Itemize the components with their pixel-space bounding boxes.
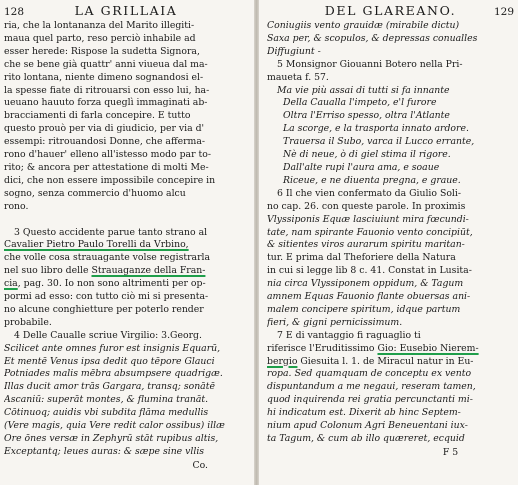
text-line: malem concipere spiritum, idque partum [267, 303, 461, 315]
text-line [4, 214, 248, 227]
right-signature-mark: F 5 [442, 446, 459, 458]
underlined-text: Cavalier Pietro Paulo Torelli da Vrbino, [4, 239, 189, 251]
text-line: tur. E prima dal Theforiere della Natura [267, 252, 456, 264]
right-page [259, 0, 518, 485]
text-line: ria, che la lontananza del Marito illegiti- [4, 20, 195, 31]
text-line: Trauersa il Subo, varca il Lucco errante, [283, 136, 475, 148]
text-line: (Vere magis, quia Vere redit calor ossibus) illæ [4, 420, 225, 432]
right-running-head [267, 3, 514, 18]
text-line: nia circa Vlyssiponem oppidum, & Tagum [267, 278, 464, 290]
text-line: ta Tagum, & cum ab illo quæreret, ecquid [267, 433, 465, 444]
right-running-title: DEL GLAREANO. [324, 3, 457, 18]
text-line: rono. [4, 200, 29, 212]
text-line: la spesse fiate di ritrouarsi con esso lui, ha- [4, 84, 210, 96]
text-line: bracciamenti di farla concepire. E tutto [4, 110, 191, 122]
text-line: riferisce l'Eruditissimo Gio: Eusebio Nierem- [267, 342, 479, 354]
text-line: ropa. Sed quamquam de conceptu ex vento [267, 368, 472, 380]
text-line: no alcune conghietture per poterlo render [4, 303, 204, 315]
text-line: 5 Monsignor Giouanni Botero nella Pri- [277, 58, 463, 70]
text-line: esser herede: Rispose la sudetta Signora, [4, 45, 200, 57]
underlined-text: bergio [267, 355, 298, 367]
text-line: hi indicatum est. Dixerit ab hinc Septem- [267, 407, 461, 419]
text-line: Della Caualla l'impeto, e'l furore [283, 97, 437, 109]
left-page [0, 0, 254, 485]
text-line: Coniugiis vento grauidæ (mirabile dictu) [267, 20, 460, 31]
text-line: quod inquirenda rei gratia percunctanti mi- [267, 394, 473, 406]
underlined-text: Strauaganze della Fran- [91, 265, 206, 277]
text-line: rono d'hauer' elleno all'istesso modo par to- [4, 149, 211, 161]
right-page-number: 129 [493, 6, 514, 18]
text-line: Oltra l'Erriso spesso, oltra l'Atlante [283, 110, 450, 122]
text-line: Diffugiunt - [267, 45, 321, 57]
text-line: & sitientes viros aurarum spiritu maritan- [267, 239, 465, 251]
text-line: in cui si legge lib 8 c. 41. Constat in Lusita- [267, 265, 472, 277]
text-line: Ma vie più assai di tutti si fa innante [277, 84, 450, 96]
text-line: Exceptantq; leues auras: & sæpe sine vllis [4, 445, 205, 457]
text-line: 3 Questo accidente parue tanto strano al [14, 226, 208, 238]
left-running-title: LA GRILLAIA [74, 3, 178, 18]
text-line: Nè di neue, ò di giel stima il rigore. [283, 149, 451, 161]
text-line: 6 Il che vien confermato da Giulio Soli- [277, 187, 462, 199]
text-line: ueuano hauuto forza queglì immaginati ab- [4, 97, 208, 109]
text-line: Illas ducit amor trās Gargara, transq; sonātē [4, 381, 215, 393]
text-line: no cap. 26. con queste parole. In proximis [267, 200, 466, 212]
text-line: nium apud Colonum Agri Beneuentani iux- [267, 420, 468, 432]
left-page-number: 128 [4, 6, 25, 18]
text-line: Cōtinuoq; auidis vbi subdita flāma medullis [4, 407, 209, 419]
underlined-text: Gio: Eusebio Nierem- [377, 342, 479, 354]
text-line: 7 E di vantaggio fi raguaglio ti [277, 329, 421, 341]
text-line: Vlyssiponis Equæ lasciuiunt mira fœcundi- [267, 213, 469, 225]
text-line: Ascaniū: superāt montes, & flumina tranāt. [4, 394, 209, 406]
text-line: essempi: ritrouandosi Donne, che afferma- [4, 136, 206, 148]
text-line: Ore ōnes versæ in Zephyrū stāt rupibus altis, [4, 433, 219, 444]
text-line: nel suo libro delle Strauaganze della Fran- [4, 265, 206, 277]
text-line: rito; & ancora per attestatione di molti Me- [4, 161, 209, 173]
text-line: Potniades malis mēbra absumpsere quadrigæ. [4, 368, 223, 380]
text-line: tate, nam spirante Fauonio vento concipiūt, [267, 226, 473, 238]
text-line: maua quel parto, reso perciò inhabile ad [4, 32, 196, 44]
text-line: che se bene già quattr' anni viueua dal ma- [4, 58, 208, 70]
text-line: Et mentē Venus ipsa dedit quo tēpore Glauci [4, 355, 215, 367]
left-running-head [4, 3, 248, 18]
text-line [4, 239, 248, 252]
text-line: Saxa per, & scopulos, & depressas conualles [267, 32, 478, 44]
left-catchword: Co. [192, 459, 208, 471]
text-line: sogno, senza commercio d'huomo alcu [4, 187, 186, 199]
text-line: 4 Delle Caualle scriue Virgilio: 3.Georg. [14, 329, 202, 341]
text-line: Scilicet ante omnes furor est insignis Equarū, [4, 342, 221, 354]
text-line: cia, pag. 30. Io non sono altrimenti per op- [4, 278, 206, 290]
text-line: pormi ad esso: con tutto ciò mi si presenta- [4, 291, 209, 303]
text-line: dispuntandum a me negaui, reseram tamen, [267, 381, 476, 393]
underlined-text: cia [4, 278, 18, 290]
text-line: maueta f. 57. [267, 71, 329, 83]
left-page-text [4, 20, 248, 459]
text-line: che volle cosa strauagante volse registrarla [4, 252, 211, 264]
text-line: questo prouò per via di giudicio, per via d' [4, 123, 205, 135]
text-line: dici, che non essere impossibile concepire in [4, 174, 216, 186]
text-line: fieri, & gigni pernicissimum. [267, 316, 403, 328]
text-line: Dall'alte rupi l'aura ama, e soaue [283, 161, 440, 173]
text-line: Riceue, e ne diuenta pregna, e graue. [283, 174, 461, 186]
right-page-text [267, 20, 514, 446]
text-line: probabile. [4, 316, 52, 328]
text-line: amnem Equas Fauonio flante obuersas ani- [267, 291, 471, 303]
text-line: La scorge, e la trasporta innato ardore. [283, 123, 469, 135]
text-line: bergio Giesuita l. 1. de Miracul natur in Eu- [267, 355, 474, 367]
text-line: rito lontana, niente dimeno sognandosi el- [4, 71, 204, 83]
